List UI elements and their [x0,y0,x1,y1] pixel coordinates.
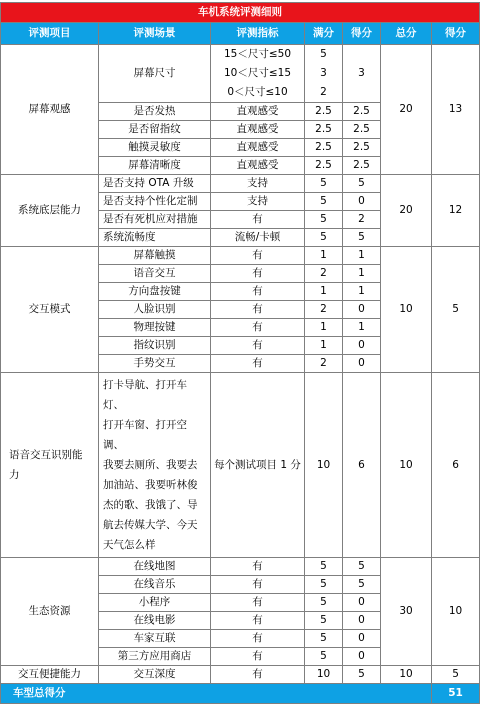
group-score-cell: 13 [432,45,480,175]
scene-cell: 人脸识别 [99,301,211,319]
metric-cell: 有 [211,576,305,594]
category-cell: 交互模式 [1,247,99,373]
full-score-cell: 2.5 [305,139,343,157]
header-scene: 评测场景 [99,23,211,45]
score-cell: 0 [343,337,381,355]
full-score-cell: 2.5 [305,121,343,139]
full-score-cell: 2.5 [305,157,343,175]
metric-cell: 有 [211,337,305,355]
score-cell: 1 [343,319,381,337]
full-score-cell: 5 [305,576,343,594]
scene-cell: 指纹识别 [99,337,211,355]
full-score-cell: 10 [305,666,343,684]
group-total-cell: 20 [381,45,432,175]
score-cell: 1 [343,247,381,265]
score-cell: 2 [343,211,381,229]
full-score-cell: 1 [305,283,343,301]
full-score-cell: 5 [305,558,343,576]
category-cell: 屏幕观感 [1,45,99,175]
table-title: 车机系统评测细则 [1,3,480,23]
evaluation-table [0,2,480,704]
metric-cell: 直观感受 [211,157,305,175]
score-cell: 2.5 [343,103,381,121]
metric-cell: 有 [211,648,305,666]
score-cell: 0 [343,594,381,612]
group-score-cell: 5 [432,666,480,684]
header-score: 得分 [343,23,381,45]
scene-cell: 在线音乐 [99,576,211,594]
table-row [1,666,480,684]
group-score-cell: 12 [432,175,480,247]
score-cell: 0 [343,612,381,630]
full-score-cell: 5 [305,193,343,211]
table-body [1,3,480,704]
category-cell: 系统底层能力 [1,175,99,247]
category-cell: 语音交互识别能 力 [1,373,99,558]
metric-cell: 有 [211,265,305,283]
score-cell: 2.5 [343,139,381,157]
scene-cell: 手势交互 [99,355,211,373]
scene-cell: 触摸灵敏度 [99,139,211,157]
metric-cell: 直观感受 [211,103,305,121]
full-score-cell: 5 [305,175,343,193]
metric-cell: 有 [211,211,305,229]
full-score-cell: 5 3 2 [305,45,343,103]
footer-row [1,684,480,704]
metric-cell: 有 [211,283,305,301]
header-total: 总分 [381,23,432,45]
header-category: 评测项目 [1,23,99,45]
group-total-cell: 30 [381,558,432,666]
score-cell: 0 [343,355,381,373]
group-total-cell: 10 [381,247,432,373]
metric-cell: 每个测试项目 1 分 [211,373,305,558]
score-cell: 2.5 [343,121,381,139]
full-score-cell: 2 [305,355,343,373]
table-row [1,558,480,576]
metric-cell: 支持 [211,193,305,211]
full-score-cell: 2 [305,265,343,283]
full-score-cell: 1 [305,319,343,337]
header-total-score: 得分 [432,23,480,45]
group-score-cell: 6 [432,373,480,558]
header-full-score: 满分 [305,23,343,45]
scene-cell: 是否留指纹 [99,121,211,139]
score-cell: 0 [343,193,381,211]
scene-cell: 屏幕尺寸 [99,45,211,103]
score-cell: 5 [343,558,381,576]
score-cell: 0 [343,648,381,666]
full-score-cell: 10 [305,373,343,558]
scene-cell: 小程序 [99,594,211,612]
scene-cell: 打卡导航、打开车灯、 打开车窗、打开空调、 我要去厕所、我要去 加油站、我要听林俊 杰的歌、我饿了、导 航去传媒大学、今天 天气怎么样 [99,373,211,558]
table-row [1,373,480,558]
full-score-cell: 5 [305,229,343,247]
score-cell: 6 [343,373,381,558]
full-score-cell: 5 [305,612,343,630]
score-cell: 5 [343,229,381,247]
score-cell: 0 [343,301,381,319]
table-row [1,45,480,103]
full-score-cell: 5 [305,648,343,666]
score-cell: 5 [343,576,381,594]
metric-cell: 直观感受 [211,139,305,157]
scene-cell: 在线电影 [99,612,211,630]
category-cell: 生态资源 [1,558,99,666]
group-total-cell: 10 [381,373,432,558]
metric-cell: 有 [211,630,305,648]
score-cell: 0 [343,630,381,648]
metric-cell: 15＜尺寸≤50 10＜尺寸≤15 0＜尺寸≤10 [211,45,305,103]
score-cell: 5 [343,666,381,684]
group-score-cell: 10 [432,558,480,666]
header-row [1,23,480,45]
metric-cell: 有 [211,247,305,265]
full-score-cell: 5 [305,211,343,229]
scene-cell: 第三方应用商店 [99,648,211,666]
score-cell: 1 [343,283,381,301]
metric-cell: 流畅/卡顿 [211,229,305,247]
score-cell: 3 [343,45,381,103]
scene-cell: 是否支持个性化定制 [99,193,211,211]
metric-cell: 有 [211,355,305,373]
category-cell: 交互便捷能力 [1,666,99,684]
table-row [1,247,480,265]
scene-cell: 系统流畅度 [99,229,211,247]
scene-cell: 交互深度 [99,666,211,684]
footer-score: 51 [432,684,480,704]
metric-cell: 有 [211,666,305,684]
scene-cell: 语音交互 [99,265,211,283]
scene-cell: 是否有死机应对措施 [99,211,211,229]
full-score-cell: 2 [305,301,343,319]
scene-cell: 方向盘按键 [99,283,211,301]
metric-cell: 有 [211,319,305,337]
scene-cell: 屏幕清晰度 [99,157,211,175]
metric-cell: 支持 [211,175,305,193]
score-cell: 5 [343,175,381,193]
metric-cell: 有 [211,594,305,612]
full-score-cell: 5 [305,594,343,612]
scene-cell: 屏幕触摸 [99,247,211,265]
table-row [1,175,480,193]
full-score-cell: 5 [305,630,343,648]
full-score-cell: 2.5 [305,103,343,121]
metric-cell: 有 [211,558,305,576]
score-cell: 1 [343,265,381,283]
header-metric: 评测指标 [211,23,305,45]
metric-cell: 直观感受 [211,121,305,139]
group-total-cell: 20 [381,175,432,247]
footer-label: 车型总得分 [1,684,432,704]
metric-cell: 有 [211,301,305,319]
scene-cell: 在线地图 [99,558,211,576]
metric-cell: 有 [211,612,305,630]
scene-cell: 车家互联 [99,630,211,648]
scene-cell: 是否支持 OTA 升级 [99,175,211,193]
table-title-row [1,3,480,23]
group-score-cell: 5 [432,247,480,373]
full-score-cell: 1 [305,337,343,355]
full-score-cell: 1 [305,247,343,265]
score-cell: 2.5 [343,157,381,175]
group-total-cell: 10 [381,666,432,684]
scene-cell: 物理按键 [99,319,211,337]
scene-cell: 是否发热 [99,103,211,121]
